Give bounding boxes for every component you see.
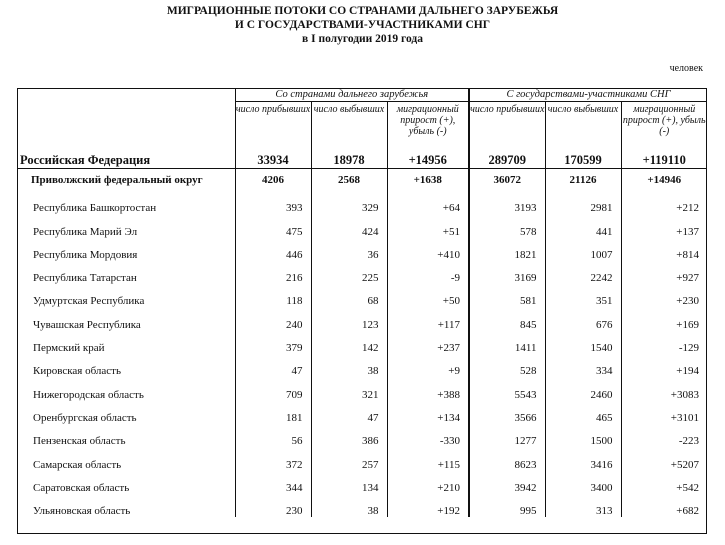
table-row: [17, 214, 707, 237]
cell-far-arrived: 56: [235, 424, 311, 447]
cell-cis-departed: 313: [545, 494, 621, 517]
cell-far-arrived: 216: [235, 261, 311, 284]
cell-far-growth: +134: [387, 401, 469, 424]
migration-table: [17, 88, 707, 517]
table-row: [17, 191, 707, 214]
cell-far-arrived: 379: [235, 331, 311, 354]
cell-cis-arrived: 581: [469, 284, 545, 307]
cell-far-growth: +410: [387, 238, 469, 261]
cell-cis-departed: 1500: [545, 424, 621, 447]
cell-far-departed: 47: [311, 401, 387, 424]
cell-cis-arrived: 3566: [469, 401, 545, 424]
cell-cis-growth: +3083: [621, 377, 707, 400]
row-name: Нижегородская область: [33, 388, 144, 401]
row-name: Удмуртская Республика: [33, 295, 145, 308]
cell-cis-arrived: 995: [469, 494, 545, 517]
cell-far-departed: 386: [311, 424, 387, 447]
cell-cis-departed: 334: [545, 354, 621, 377]
header-name-column: [17, 102, 235, 147]
cell-far-arrived: 47: [235, 354, 311, 377]
cell-cis-departed: 3416: [545, 447, 621, 470]
row-name: Республика Татарстан: [33, 272, 137, 285]
row-name: Саратовская область: [33, 481, 130, 494]
cell-far-arrived: 709: [235, 377, 311, 400]
cell-far-growth: +192: [387, 494, 469, 517]
title-line-1: МИГРАЦИОННЫЕ ПОТОКИ СО СТРАНАМИ ДАЛЬНЕГО ЗАРУБЕЖЬЯ: [166, 5, 559, 17]
cell-far-growth: +237: [387, 331, 469, 354]
cell-cis-growth: +927: [621, 261, 707, 284]
cell-cis-departed: 3400: [545, 471, 621, 494]
cell-far-arrived: 181: [235, 401, 311, 424]
cell-cis-departed: 465: [545, 401, 621, 424]
cell-cis-growth: +169: [621, 307, 707, 330]
row-name: Чувашская Республика: [33, 318, 141, 331]
cell-cis-arrived: 528: [469, 354, 545, 377]
row-name: Ульяновская область: [33, 505, 131, 518]
cell-cis-arrived: 36072: [469, 169, 545, 192]
header-cis-departed: число выбывших: [545, 102, 621, 147]
row-name: Пензенская область: [33, 435, 126, 448]
table-row: [17, 447, 707, 470]
cell-cis-growth: +14946: [621, 169, 707, 192]
header-far-arrived: число прибывших: [235, 102, 311, 147]
table-row: [17, 494, 707, 517]
cell-far-arrived: 475: [235, 214, 311, 237]
cell-cis-departed: 1540: [545, 331, 621, 354]
cell-cis-growth: +682: [621, 494, 707, 517]
table-row: [17, 377, 707, 400]
cell-far-departed: 38: [311, 494, 387, 517]
table-row: [17, 331, 707, 354]
cell-far-departed: 2568: [311, 169, 387, 192]
cell-far-growth: +117: [387, 307, 469, 330]
header-corner: [17, 88, 235, 102]
row-name: Республика Марий Эл: [33, 225, 138, 238]
cell-cis-growth: +230: [621, 284, 707, 307]
cell-cis-arrived: 1821: [469, 238, 545, 261]
table-row: [17, 354, 707, 377]
cell-far-arrived: 344: [235, 471, 311, 494]
cell-cis-departed: 676: [545, 307, 621, 330]
cell-far-arrived: 4206: [235, 169, 311, 192]
row-name: Пермский край: [33, 342, 105, 355]
cell-far-departed: 123: [311, 307, 387, 330]
cell-far-departed: 134: [311, 471, 387, 494]
cell-cis-growth: +814: [621, 238, 707, 261]
cell-cis-growth: +212: [621, 191, 707, 214]
title-line-3: в I полугодии 2019 года: [302, 33, 423, 45]
table-row: [17, 424, 707, 447]
cell-cis-departed: 441: [545, 214, 621, 237]
cell-cis-arrived: 289709: [469, 146, 545, 169]
cell-cis-departed: 21126: [545, 169, 621, 192]
cell-far-growth: -330: [387, 424, 469, 447]
cell-far-departed: 38: [311, 354, 387, 377]
cell-cis-growth: +137: [621, 214, 707, 237]
cell-cis-departed: 170599: [545, 146, 621, 169]
table-row-total: [17, 146, 707, 169]
unit-label: человек: [669, 63, 703, 74]
cell-cis-growth: -129: [621, 331, 707, 354]
table-row: [17, 238, 707, 261]
cell-cis-arrived: 3193: [469, 191, 545, 214]
cell-cis-departed: 351: [545, 284, 621, 307]
cell-far-departed: 142: [311, 331, 387, 354]
cell-far-growth: -9: [387, 261, 469, 284]
row-name: Кировская область: [33, 365, 122, 378]
cell-far-growth: +210: [387, 471, 469, 494]
table-header: [17, 88, 707, 146]
header-cis-arrived: число прибывших: [469, 102, 545, 147]
cell-cis-departed: 1007: [545, 238, 621, 261]
cell-far-departed: 321: [311, 377, 387, 400]
header-cis-growth: миграционный прирост (+), убыль (-): [621, 102, 707, 147]
row-name: Самарская область: [33, 458, 122, 471]
row-name: Республика Мордовия: [33, 248, 138, 261]
cell-cis-arrived: 3942: [469, 471, 545, 494]
cell-cis-arrived: 578: [469, 214, 545, 237]
cell-cis-arrived: 1411: [469, 331, 545, 354]
header-far-growth: миграционный прирост (+), убыль (-): [387, 102, 469, 147]
cell-far-growth: +388: [387, 377, 469, 400]
row-name: Оренбургская область: [33, 411, 137, 424]
header-group-far: Со странами дальнего зарубежья: [235, 88, 469, 102]
cell-cis-arrived: 5543: [469, 377, 545, 400]
cell-far-departed: 257: [311, 447, 387, 470]
cell-far-arrived: 230: [235, 494, 311, 517]
cell-cis-growth: +119110: [621, 146, 707, 169]
cell-cis-growth: +5207: [621, 447, 707, 470]
cell-cis-growth: -223: [621, 424, 707, 447]
cell-far-arrived: 240: [235, 307, 311, 330]
cell-far-growth: +115: [387, 447, 469, 470]
cell-far-arrived: 446: [235, 238, 311, 261]
cell-far-growth: +51: [387, 214, 469, 237]
cell-cis-arrived: 8623: [469, 447, 545, 470]
table-row: [17, 261, 707, 284]
cell-far-growth: +50: [387, 284, 469, 307]
cell-far-growth: +1638: [387, 169, 469, 192]
cell-cis-growth: +3101: [621, 401, 707, 424]
cell-cis-departed: 2242: [545, 261, 621, 284]
cell-far-arrived: 393: [235, 191, 311, 214]
cell-far-arrived: 33934: [235, 146, 311, 169]
header-group-cis: С государствами-участниками СНГ: [469, 88, 707, 102]
cell-cis-growth: +194: [621, 354, 707, 377]
table-body: [17, 146, 707, 517]
cell-far-growth: +9: [387, 354, 469, 377]
cell-far-departed: 36: [311, 238, 387, 261]
row-name: Российская Федерация: [17, 146, 235, 169]
row-name: Приволжский федеральный округ: [31, 174, 203, 186]
table-row: [17, 471, 707, 494]
table-row: [17, 284, 707, 307]
cell-cis-arrived: 845: [469, 307, 545, 330]
cell-far-departed: 329: [311, 191, 387, 214]
row-name: Республика Башкортостан: [33, 202, 157, 215]
table-row: [17, 307, 707, 330]
table-row-okrug: [17, 169, 707, 192]
document-title: [0, 4, 725, 46]
cell-cis-arrived: 1277: [469, 424, 545, 447]
cell-far-growth: +64: [387, 191, 469, 214]
table-row: [17, 401, 707, 424]
cell-far-arrived: 118: [235, 284, 311, 307]
cell-far-departed: 18978: [311, 146, 387, 169]
cell-cis-departed: 2460: [545, 377, 621, 400]
title-line-2: И С ГОСУДАРСТВАМИ-УЧАСТНИКАМИ СНГ: [234, 19, 491, 31]
cell-cis-growth: +542: [621, 471, 707, 494]
cell-far-growth: +14956: [387, 146, 469, 169]
cell-cis-departed: 2981: [545, 191, 621, 214]
cell-far-departed: 68: [311, 284, 387, 307]
cell-far-arrived: 372: [235, 447, 311, 470]
cell-far-departed: 424: [311, 214, 387, 237]
cell-far-departed: 225: [311, 261, 387, 284]
cell-cis-arrived: 3169: [469, 261, 545, 284]
header-far-departed: число выбывших: [311, 102, 387, 147]
